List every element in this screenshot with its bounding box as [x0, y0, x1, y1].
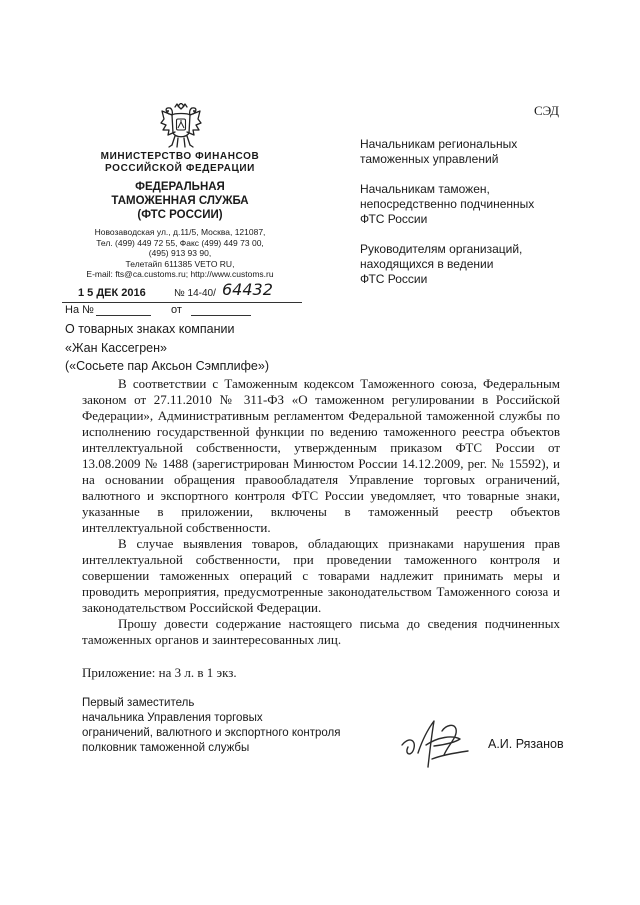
handwritten-signature	[398, 715, 476, 775]
recipient-group: Начальникам таможен, непосредственно подчиненных ФТС России	[360, 182, 535, 226]
body-paragraph: В случае выявления товаров, обладающих признаками нарушения прав интеллектуальной собственности, при проведении таможенного контроля и совершении таможенных операций с товарами надлежит принимать меры и проводить мероприятия, предусмотренные законодательством Таможенного союза и законодательством Российской Федерации.	[82, 536, 560, 615]
ref-date-label: от	[171, 304, 182, 316]
letter-subject: О товарных знаках компании «Жан Кассегрен» («Сосьете пар Аксьон Сэмплифе»)	[65, 322, 269, 373]
recipient-group: Начальникам региональных таможенных управлений	[360, 137, 518, 166]
attachment-note: Приложение: на 3 л. в 1 экз.	[82, 665, 237, 680]
sed-mark: СЭД	[534, 103, 560, 118]
ministry-name: МИНИСТЕРСТВО ФИНАНСОВ РОССИЙСКОЙ ФЕДЕРАЦИИ	[100, 151, 260, 174]
letter-body	[82, 376, 560, 648]
letter-date: 1 5 ДЕК 2016	[78, 287, 146, 299]
service-name: ФЕДЕРАЛЬНАЯ ТАМОЖЕННАЯ СЛУЖБА (ФТС РОССИИ)	[111, 181, 249, 221]
contact-details: Новозаводская ул., д.11/5, Москва, 121087, Тел. (499) 449 72 55, Факс (499) 449 73 00, (495) 913 93 90, Телетайп 611385 VETO RU, E-mail: fts@ca.customs.ru; http://www.customs.ru	[86, 227, 274, 279]
body-paragraph: В соответствии с Таможенным кодексом Таможенного союза, Федеральным законом от 27.11.2010 № 311-ФЗ «О таможенном регулировании в Российской Федерации», Административным регламентом Федеральной таможенной службы по исполнению государственной функции по ведению таможенного реестра объектов интеллектуальной собственности, утвержденным приказом ФТС России от 13.08.2009 № 1488 (зарегистрирован Минюстом России 14.12.2009, рег. № 15592), и на основании обращения правообладателя Управление торговых ограничений, валютного и экспортного контроля ФТС России уведомляет, что товарные знаки, указанные в приложении, включены в таможенный реестр объектов интеллектуальной собственности.	[82, 376, 560, 535]
recipients-block	[360, 137, 610, 302]
reference-line	[65, 304, 305, 320]
ref-number-blank	[96, 315, 151, 316]
double-headed-eagle-icon	[160, 103, 202, 149]
body-paragraph: Прошу довести содержание настоящего письма до сведения подчиненных таможенных органов и заинтересованных лиц.	[82, 616, 560, 647]
signer-name: А.И. Рязанов	[488, 737, 564, 751]
date-underline	[62, 302, 302, 303]
ref-number-label: На №	[65, 304, 94, 316]
letter-number-handwritten: 64432	[222, 280, 273, 299]
signer-position: Первый заместитель начальника Управления торговых ограничений, валютного и экспортного контроля полковник таможенной службы	[82, 697, 341, 754]
letter-number-label: № 14-40/	[174, 288, 216, 299]
recipient-group: Руководителям организаций, находящихся в ведении ФТС России	[360, 242, 523, 286]
ref-date-blank	[191, 315, 251, 316]
date-number-line	[62, 280, 302, 304]
